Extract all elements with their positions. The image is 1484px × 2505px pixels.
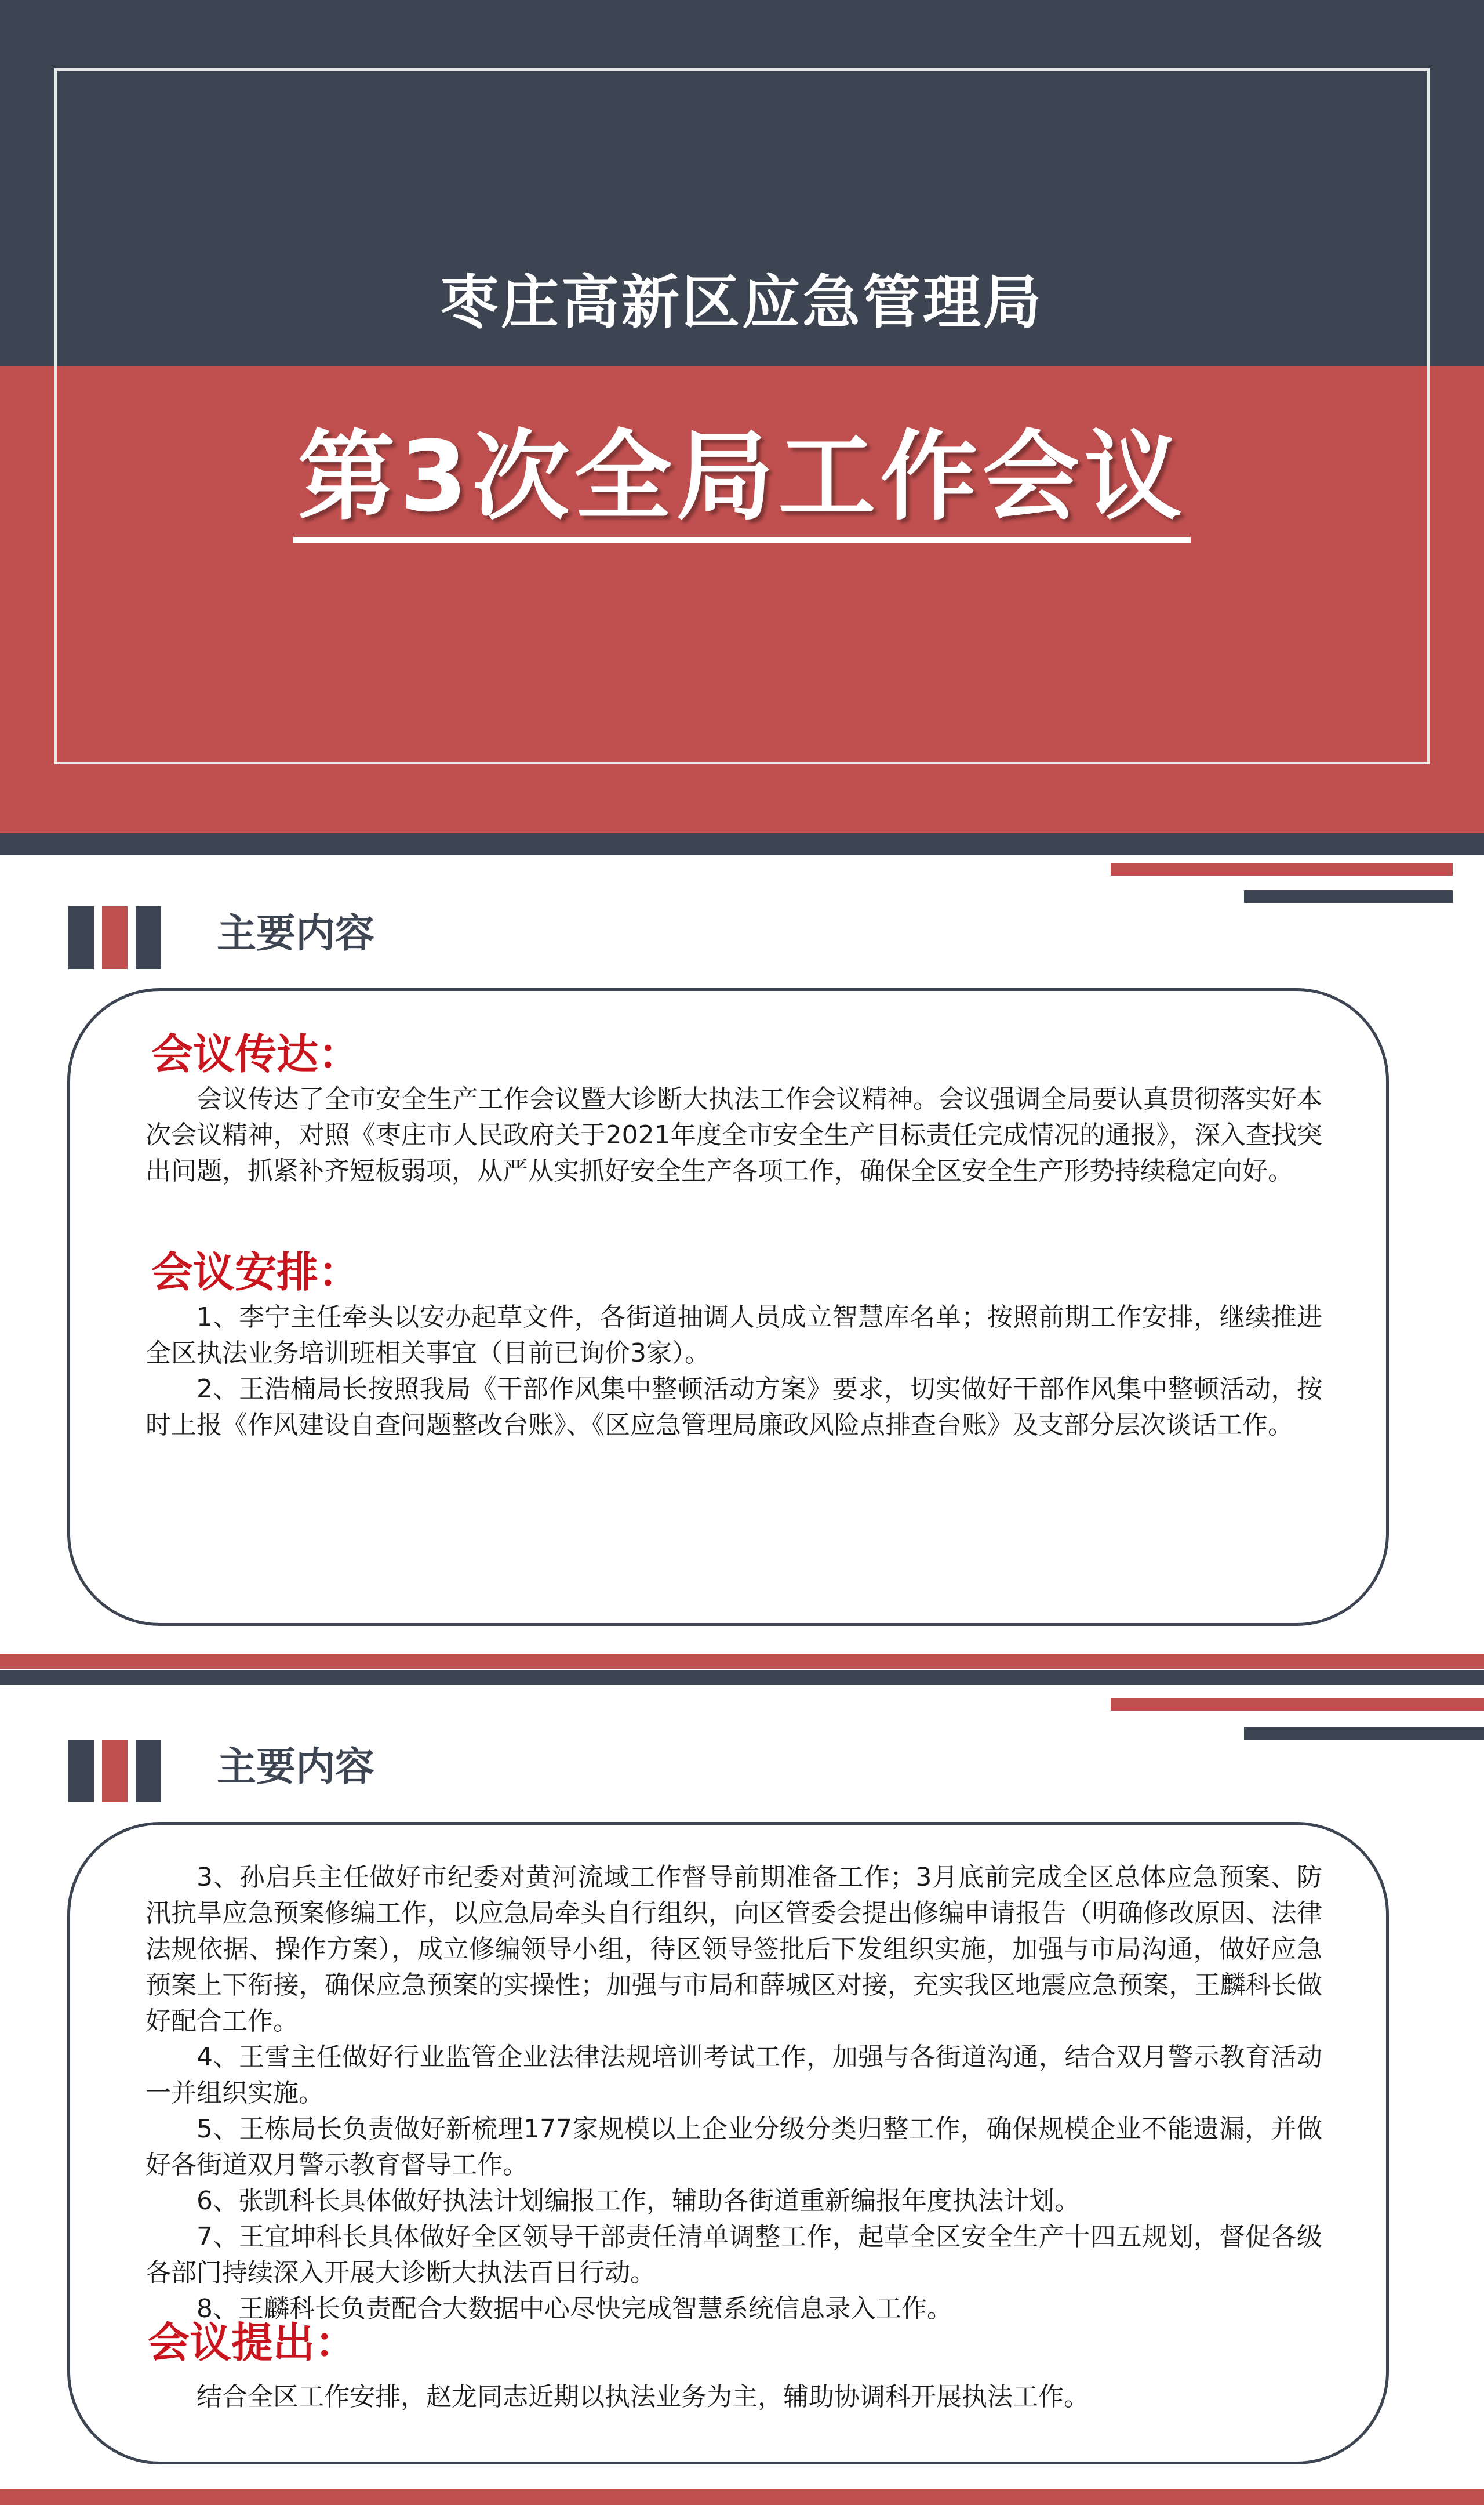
section1-title: 主要内容 (217, 911, 375, 957)
section1-content-box (67, 988, 1389, 1626)
section2-items (146, 1860, 1322, 2327)
section1-block-arrangement (146, 1299, 1322, 1443)
list-item: 7、王宜坤科长具体做好全区领导干部责任清单调整工作，起草全区安全生产十四五规划，督促各级各部门持续深入开展大诊断大执法百日行动。 (146, 2222, 1322, 2288)
header-frame (54, 68, 1430, 764)
section1-top-dark-stripe (1244, 890, 1453, 903)
organization-name: 枣庄高新区应急管理局 (441, 268, 1043, 336)
page-title: 第3次全局工作会议 (293, 419, 1191, 543)
section2-marker-dark-1 (68, 1740, 94, 1802)
paragraph: 结合全区工作安排，赵龙同志近期以执法业务为主，辅助协调科开展执法工作。 (197, 2382, 1089, 2412)
section2-content-box (67, 1822, 1389, 2464)
paragraph: 会议传达了全市安全生产工作会议暨大诊断大执法工作会议精神。会议强调全局要认真贯彻落实好本次会议精神，对照《枣庄市人民政府关于2021年度全市安全生产目标责任完成情况的通报》，深入查找突出问题，抓紧补齐短板弱项，从严从实抓好安全生产各项工作，确保全区安全生产形势持续稳定向好。 (146, 1084, 1322, 1186)
section2-heading-proposal: 会议提出： (148, 2318, 357, 2367)
section2-title: 主要内容 (217, 1744, 375, 1790)
section1-marker-red (102, 906, 128, 969)
page-title-wrapper (0, 419, 1484, 543)
list-item: 5、王栋局长负责做好新梳理177家规模以上企业分级分类归整工作，确保规模企业不能遗漏，并做好各街道双月警示教育督导工作。 (146, 2114, 1322, 2180)
section1-marker-dark-1 (68, 906, 94, 969)
divider-dark-bar (0, 1670, 1484, 1685)
section1-block-transmission (146, 1081, 1322, 1189)
list-item: 8、王麟科长负责配合大数据中心尽快完成智慧系统信息录入工作。 (197, 2294, 952, 2324)
section1-top-red-stripe (1111, 863, 1453, 876)
section1-heading-transmission: 会议传达： (151, 1029, 361, 1079)
list-item: 3、孙启兵主任做好市纪委对黄河流域工作督导前期准备工作；3月底前完成全区总体应急预案、防汛抗旱应急预案修编工作，以应急局牵头自行组织，向区管委会提出修编申请报告（明确修改原因、法律法规依据、操作方案），成立修编领导小组，待区领导签批后下发组织实施，加强与市局沟通，做好应急预案上下衔接，确保应急预案的实操性；加强与市局和薛城区对接，充实我区地震应急预案，王麟科长做好配合工作。 (146, 1863, 1322, 2036)
footer-red-bar (0, 2489, 1484, 2505)
section2-marker-red (102, 1740, 128, 1802)
paragraph: 1、李宁主任牵头以安办起草文件，各街道抽调人员成立智慧库名单；按照前期工作安排，继续推进全区执法业务培训班相关事宜（目前已询价3家）。 (146, 1302, 1322, 1368)
list-item: 4、王雪主任做好行业监管企业法律法规培训考试工作，加强与各街道沟通，结合双月警示教育活动一并组织实施。 (146, 2042, 1322, 2108)
paragraph: 2、王浩楠局长按照我局《干部作风集中整顿活动方案》要求，切实做好干部作风集中整顿活动，按时上报《作风建设自查问题整改台账》、《区应急管理局廉政风险点排查台账》及支部分层次谈话工作。 (146, 1374, 1322, 1440)
section2-block-proposal (146, 2379, 1322, 2415)
section2-top-red-stripe (1111, 1698, 1484, 1711)
section1-heading-arrangement: 会议安排： (151, 1247, 361, 1297)
divider-red-bar (0, 1654, 1484, 1669)
section1-marker-dark-2 (136, 906, 161, 969)
header-bottom-bar (0, 833, 1484, 855)
section2-top-dark-stripe (1244, 1727, 1484, 1740)
section2-marker-dark-2 (136, 1740, 161, 1802)
list-item: 6、张凯科长具体做好执法计划编报工作，辅助各街道重新编报年度执法计划。 (197, 2186, 1080, 2216)
